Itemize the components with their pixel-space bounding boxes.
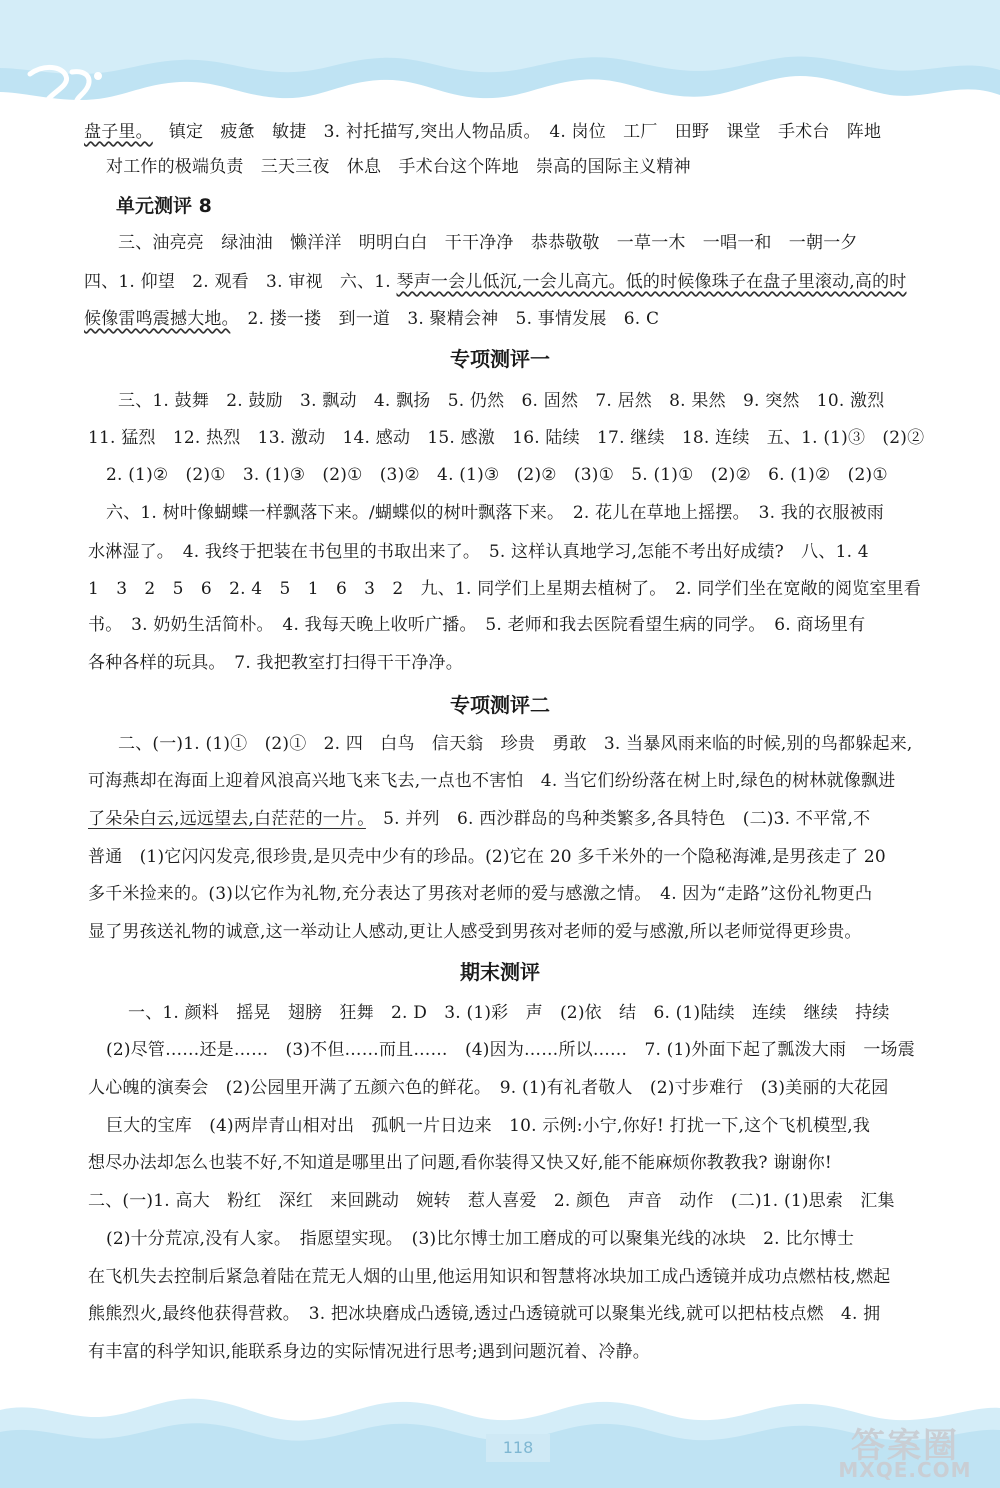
text-line: 在飞机失去控制后紧急着陆在荒无人烟的山里,他运用知识和智慧将冰块加工成凸透镜并成功点燃枯枝,燃起: [88, 1267, 891, 1287]
section-heading-special1: 专项测评一: [450, 347, 550, 371]
text-line: 二、(一)1. 高大 粉红 深红 来回跳动 婉转 惹人喜爱 2. 颜色 声音 动作 (二)1. (1)思索 汇集: [88, 1191, 895, 1211]
section-heading-special2: 专项测评二: [450, 693, 550, 717]
text-line: 了朵朵白云,远远望去,白茫茫的一片。 5. 并列 6. 西沙群岛的鸟种类繁多,各具特色 (二)3. 不平常,不: [88, 809, 871, 829]
watermark-url: MXQE.COM: [838, 1458, 972, 1482]
text-line: 三、1. 鼓舞 2. 鼓励 3. 飘动 4. 飘扬 5. 仍然 6. 固然 7. 居然 8. 果然 9. 突然 10. 激烈: [118, 391, 885, 411]
section-heading-unit8: 单元测评 8: [116, 195, 212, 217]
text-line: (2)尽管……还是…… (3)不但……而且…… (4)因为……所以…… 7. (1)外面下起了瓢泼大雨 一场震: [106, 1040, 915, 1060]
text-line: 三、油亮亮 绿油油 懒洋洋 明明白白 干干净净 恭恭敬敬 一草一木 一唱一和 一朝一夕: [118, 233, 858, 253]
text-line: 二、(一)1. (1)① (2)① 2. 四 白鸟 信天翁 珍贵 勇敢 3. 当暴风雨来临的时候,别的鸟都躲起来,: [118, 734, 913, 754]
text-line: 可海燕却在海面上迎着风浪高兴地飞来飞去,一点也不害怕 4. 当它们纷纷落在树上时,绿色的树林就像飘进: [88, 771, 896, 791]
text-line: 六、1. 树叶像蝴蝶一样飘落下来。/蝴蝶似的树叶飘落下来。 2. 花儿在草地上摇摆。 3. 我的衣服被雨: [106, 503, 884, 523]
text-line: 11. 猛烈 12. 热烈 13. 激动 14. 感动 15. 感激 16. 陆续 17. 继续 18. 连续 五、1. (1)③ (2)②: [88, 428, 925, 448]
text-line: 2. (1)② (2)① 3. (1)③ (2)① (3)② 4. (1)③ (2)② (3)① 5. (1)① (2)② 6. (1)② (2)①: [106, 465, 888, 485]
text-line: 一、1. 颜料 摇晃 翅膀 狂舞 2. D 3. (1)彩 声 (2)依 结 6. (1)陆续 连续 继续 持续: [128, 1003, 890, 1023]
text-line: 四、1. 仰望 2. 观看 3. 审视 六、1. 琴声一会儿低沉,一会儿高亢。低的时候像珠子在盘子里滚动,高的时: [84, 272, 907, 292]
wavy-underlined-text: 琴声一会儿低沉,一会儿高亢。低的时候像珠子在盘子里滚动,高的时: [396, 272, 907, 292]
text-line: 显了男孩送礼物的诚意,这一举动让人感动,更让人感受到男孩对老师的爱与感激,所以老师觉得更珍贵。: [88, 922, 862, 942]
text-line: (2)十分荒凉,没有人家。 指愿望实现。 (3)比尔博士加工磨成的可以聚集光线的冰块 2. 比尔博士: [106, 1229, 855, 1249]
text-line: 书。 3. 奶奶生活简朴。 4. 我每天晚上收听广播。 5. 老师和我去医院看望生病的同学。 6. 商场里有: [88, 615, 866, 635]
text-line: 对工作的极端负责 三天三夜 休息 手术台这个阵地 崇高的国际主义精神: [106, 157, 691, 177]
underlined-text: 了朵朵白云,远远望去,白茫茫的一片。: [88, 809, 366, 829]
wavy-underlined-text: 候像雷鸣震撼大地。: [84, 309, 231, 329]
text-line: 水淋湿了。 4. 我终于把装在书包里的书取出来了。 5. 这样认真地学习,怎能不考出好成绩? 八、1. 4: [88, 542, 869, 562]
text-line: 盘子里。 镇定 疲惫 敏捷 3. 衬托描写,突出人物品质。 4. 岗位 工厂 田野 课堂 手术台 阵地: [84, 122, 882, 142]
text-line: 候像雷鸣震撼大地。 2. 搂一搂 到一道 3. 聚精会神 5. 事情发展 6. C: [84, 309, 660, 329]
text-line: 巨大的宝库 (4)两岸青山相对出 孤帆一片日边来 10. 示例:小宁,你好! 打扰一下,这个飞机模型,我: [106, 1116, 871, 1136]
watermark: [820, 1418, 990, 1484]
text-line: 熊熊烈火,最终他获得营救。 3. 把冰块磨成凸透镜,透过凸透镜就可以聚集光线,就可以把枯枝点燃 4. 拥: [88, 1304, 881, 1324]
page-number: 118: [486, 1434, 550, 1462]
text-line: 1 3 2 5 6 2. 4 5 1 6 3 2 九、1. 同学们上星期去植树了。 2. 同学们坐在宽敞的阅览室里看: [88, 579, 921, 599]
wavy-underlined-text: 盘子里。: [84, 122, 153, 142]
text-line: 人心魄的演奏会 (2)公园里开满了五颜六色的鲜花。 9. (1)有礼者敬人 (2)寸步难行 (3)美丽的大花园: [88, 1078, 889, 1098]
text-line: 想尽办法却怎么也装不好,不知道是哪里出了问题,看你装得又快又好,能不能麻烦你教教我? 谢谢你!: [88, 1153, 832, 1173]
text-line: 有丰富的科学知识,能联系身边的实际情况进行思考;遇到问题沉着、冷静。: [88, 1342, 650, 1362]
text-line: 各种各样的玩具。 7. 我把教室打扫得干干净净。: [88, 653, 463, 673]
text-line: 多千米捡来的。(3)以它作为礼物,充分表达了男孩对老师的爱与感激之情。 4. 因为“走路”这份礼物更凸: [88, 884, 873, 904]
text-line: 普通 (1)它闪闪发亮,很珍贵,是贝壳中少有的珍品。(2)它在 20 多千米外的一个隐秘海滩,是男孩走了 20: [88, 847, 886, 867]
section-heading-final: 期末测评: [460, 960, 540, 984]
watermark-title: 答案圈: [851, 1426, 959, 1466]
